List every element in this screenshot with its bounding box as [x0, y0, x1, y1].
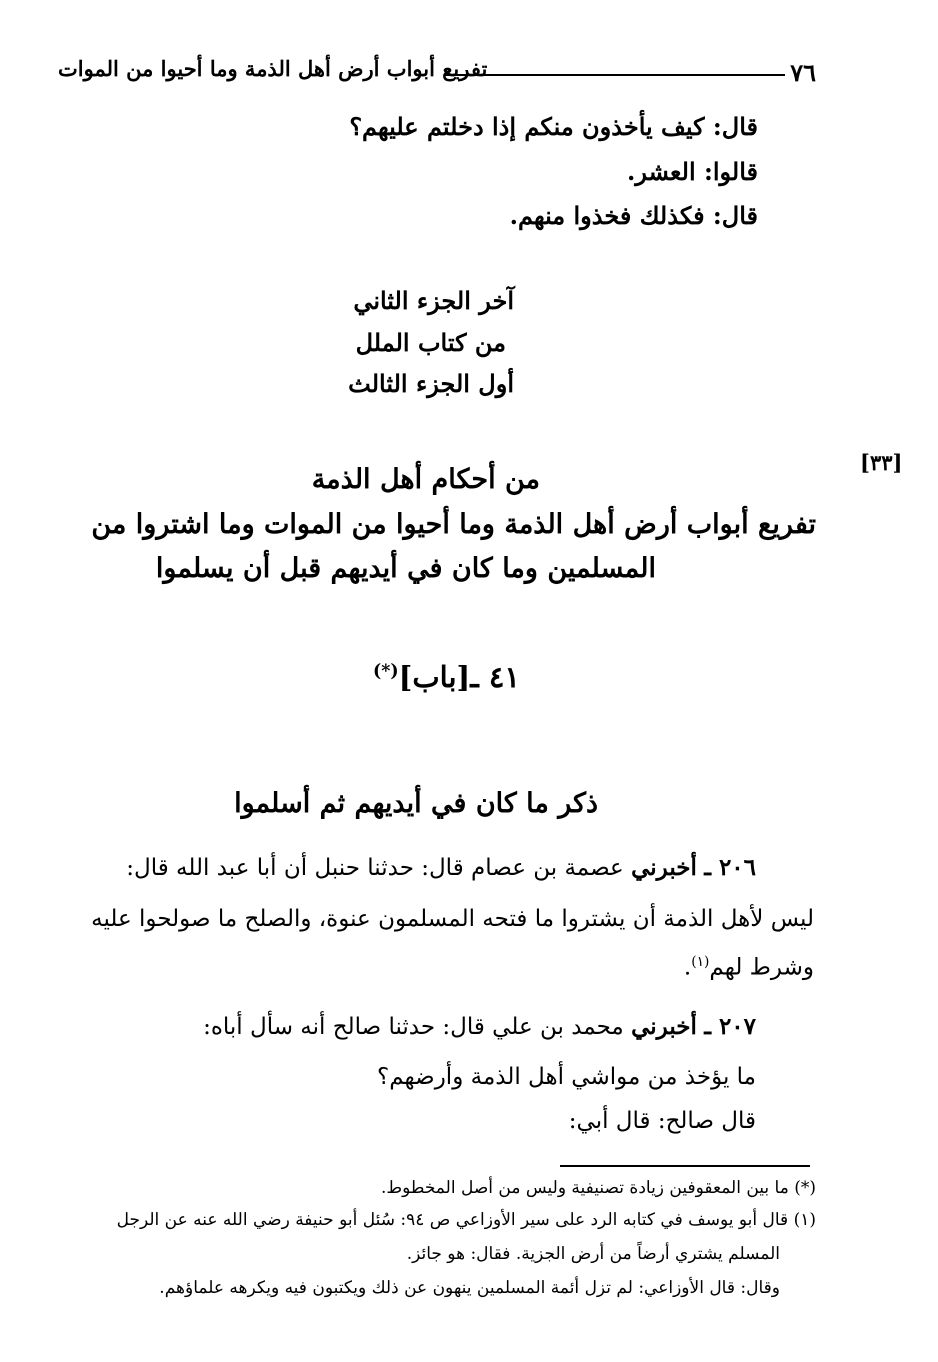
- narration-206-text-2: [684, 954, 814, 981]
- footnote-rule: [560, 1165, 810, 1167]
- footnote-ref-1: (١): [691, 954, 710, 970]
- footnote-1-line-2: المسلم يشتري أرضاً من أرض الجزية. فقال: هو جائز.: [406, 1244, 780, 1264]
- narration-207-answer: قال صالح: قال أبي:: [568, 1108, 756, 1134]
- chapter-number: ٤١ ـ: [470, 660, 520, 694]
- narration-207-verb: أخبرني: [631, 1013, 697, 1040]
- narration-207-question: ما يؤخذ من مواشي أهل الذمة وأرضهم؟: [377, 1064, 756, 1090]
- narration-206-verb: أخبرني: [631, 854, 697, 881]
- footnote-1-line-3: وقال: قال الأوزاعي: لم تزل أئمة المسلمين ينهون عن ذلك ويكتبون فيه ويكرهه علماؤهم.: [159, 1278, 780, 1298]
- chapter-marker: (*): [373, 661, 399, 682]
- running-title: تفريع أبواب أرض أهل الذمة وما أحيوا من الموات: [58, 56, 488, 81]
- dialogue-line-1: قال: كيف يأخذون منكم إذا دخلتم عليهم؟: [349, 112, 758, 141]
- narration-206-chain: [126, 854, 756, 881]
- narration-207-number: ٢٠٧ ـ: [704, 1013, 756, 1040]
- volume-end-line-2: من كتاب الملل: [355, 328, 506, 357]
- volume-end-line-1: آخر الجزء الثاني: [353, 286, 514, 315]
- header-rule: [445, 74, 785, 76]
- dialogue-line-2: قالوا: العشر.: [627, 157, 758, 186]
- chapter-subtitle: ذكر ما كان في أيديهم ثم أسلموا: [234, 788, 598, 819]
- narration-206-isnad: عصمة بن عصام قال: حدثنا حنبل أن أبا عبد الله قال:: [126, 855, 624, 881]
- chapter-label: [باب]: [398, 660, 471, 694]
- margin-reference: [٣٣]: [860, 450, 903, 475]
- narration-206-text-2-body: وشرط لهم: [709, 954, 814, 981]
- dialogue-line-3: قال: فكذلك فخذوا منهم.: [509, 201, 758, 230]
- section-title-line-2: المسلمين وما كان في أيديهم قبل أن يسلموا: [155, 553, 656, 584]
- narration-207-isnad: محمد بن علي قال: حدثنا صالح أنه سأل أباه:: [203, 1014, 624, 1040]
- footnote-star: (*) ما بين المعقوفين زيادة تصنيفية وليس من أصل المخطوط.: [380, 1178, 816, 1198]
- section-heading: من أحكام أهل الذمة: [311, 464, 540, 495]
- footnote-1-line-1: (١) قال أبو يوسف في كتابه الرد على سير الأوزاعي ص ٩٤: سُئل أبو حنيفة رضي الله عنه عن الرجل: [116, 1210, 816, 1230]
- page-number: ٧٦: [790, 58, 816, 87]
- narration-206-number: ٢٠٦ ـ: [704, 854, 756, 881]
- narration-206-end: .: [683, 954, 692, 981]
- narration-206-text-1: ليس لأهل الذمة أن يشتروا ما فتحه المسلمون عنوة، والصلح ما صولحوا عليه: [91, 906, 814, 932]
- volume-end-line-3: أول الجزء الثالث: [348, 369, 514, 398]
- chapter-heading: [373, 660, 520, 694]
- section-title-line-1: تفريع أبواب أرض أهل الذمة وما أحيوا من الموات وما اشتروا من: [91, 509, 816, 540]
- narration-207-chain: [203, 1013, 756, 1040]
